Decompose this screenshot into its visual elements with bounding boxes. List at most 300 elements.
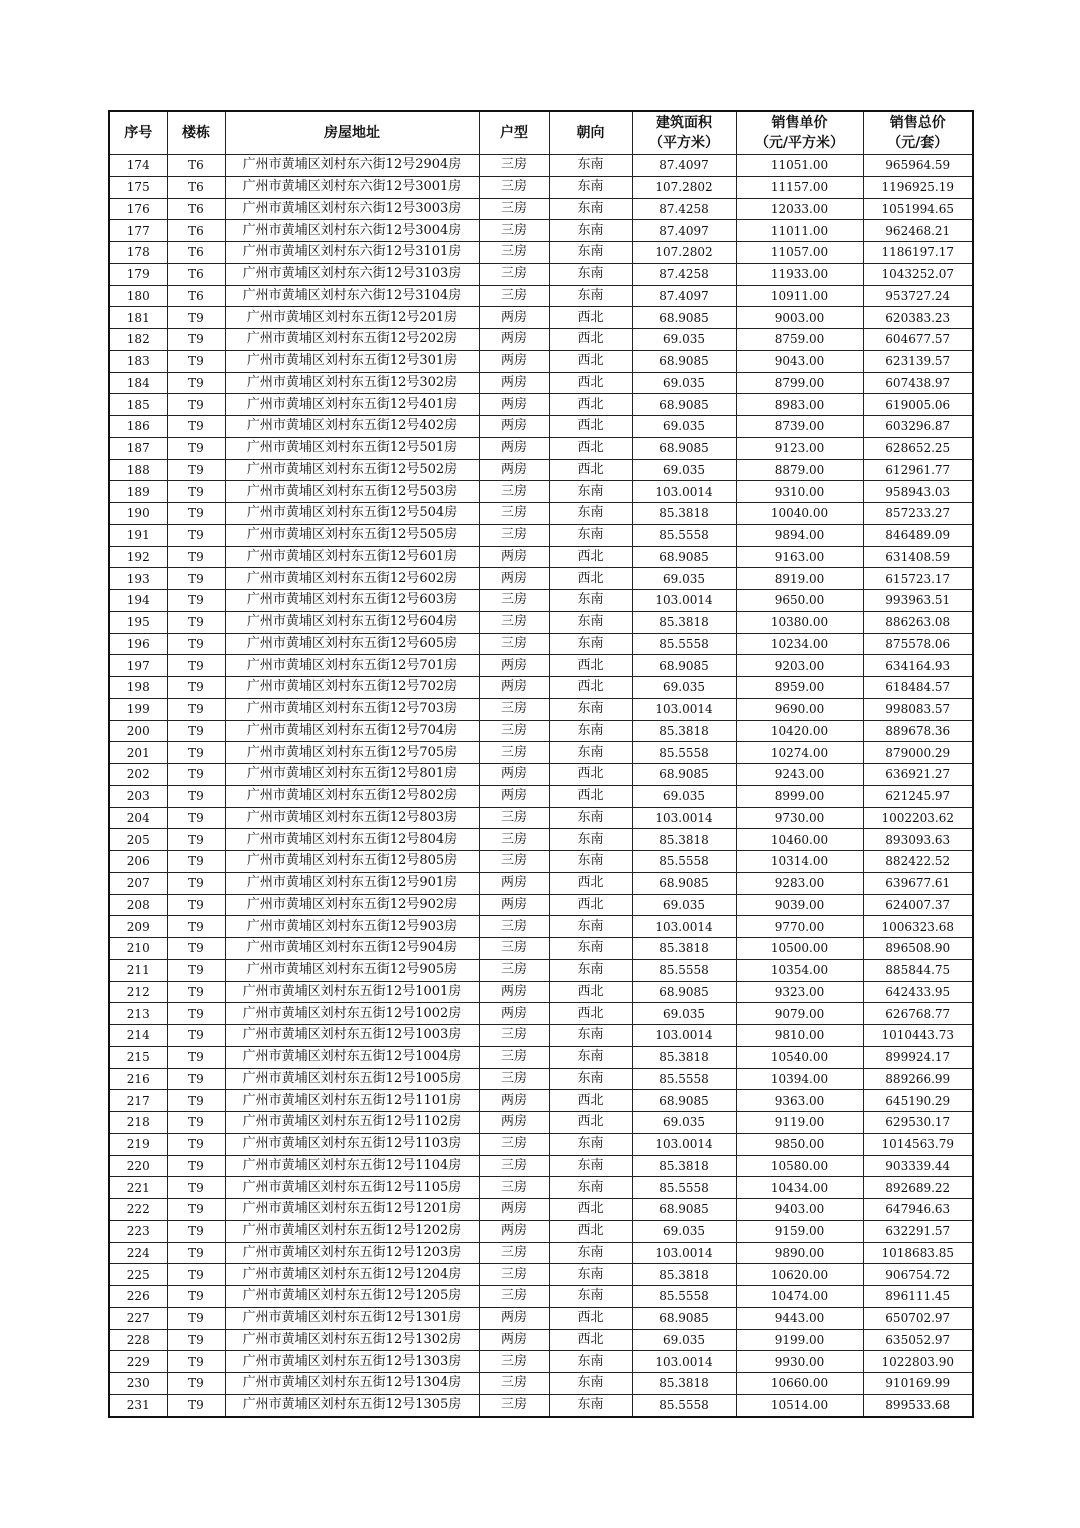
cell-unit-price: 10420.00 (736, 720, 863, 742)
cell-unit-type: 两房 (479, 372, 549, 394)
cell-floor-area: 85.5558 (632, 524, 736, 546)
cell-floor-area: 69.035 (632, 894, 736, 916)
cell-address: 广州市黄埔区刘村东五街12号301房 (225, 350, 479, 372)
cell-floor-area: 85.5558 (632, 1286, 736, 1308)
cell-unit-price: 9890.00 (736, 1242, 863, 1264)
cell-total-price: 899533.68 (863, 1394, 973, 1416)
table-row (109, 1003, 973, 1025)
cell-floor-area: 68.9085 (632, 546, 736, 568)
cell-floor-area: 69.035 (632, 416, 736, 438)
cell-orientation: 西北 (549, 1220, 632, 1242)
cell-floor-area: 103.0014 (632, 916, 736, 938)
table-row (109, 851, 973, 873)
table-row (109, 959, 973, 981)
cell-unit-type: 三房 (479, 1068, 549, 1090)
cell-serial: 214 (109, 1025, 167, 1047)
cell-building: T6 (167, 176, 225, 198)
cell-total-price: 1018683.85 (863, 1242, 973, 1264)
cell-total-price: 1186197.17 (863, 242, 973, 264)
cell-serial: 195 (109, 611, 167, 633)
cell-unit-type: 两房 (479, 459, 549, 481)
table-row (109, 872, 973, 894)
cell-unit-type: 两房 (479, 1199, 549, 1221)
table-row (109, 242, 973, 264)
cell-unit-type: 三房 (479, 1177, 549, 1199)
cell-unit-type: 三房 (479, 1046, 549, 1068)
table-row (109, 1394, 973, 1416)
header-building: 楼栋 (167, 111, 225, 155)
cell-unit-type: 两房 (479, 1329, 549, 1351)
cell-unit-price: 9199.00 (736, 1329, 863, 1351)
cell-unit-type: 两房 (479, 785, 549, 807)
cell-unit-type: 三房 (479, 1351, 549, 1373)
cell-building: T9 (167, 1177, 225, 1199)
cell-total-price: 896111.45 (863, 1286, 973, 1308)
cell-floor-area: 87.4258 (632, 263, 736, 285)
table-row (109, 1307, 973, 1329)
cell-orientation: 东南 (549, 807, 632, 829)
cell-serial: 192 (109, 546, 167, 568)
cell-unit-type: 两房 (479, 329, 549, 351)
table-row (109, 220, 973, 242)
cell-building: T9 (167, 372, 225, 394)
cell-orientation: 西北 (549, 307, 632, 329)
cell-total-price: 1043252.07 (863, 263, 973, 285)
cell-floor-area: 85.3818 (632, 611, 736, 633)
cell-address: 广州市黄埔区刘村东五街12号701房 (225, 655, 479, 677)
cell-total-price: 623139.57 (863, 350, 973, 372)
cell-building: T9 (167, 872, 225, 894)
cell-address: 广州市黄埔区刘村东五街12号502房 (225, 459, 479, 481)
header-unit-type: 户型 (479, 111, 549, 155)
cell-building: T9 (167, 807, 225, 829)
cell-total-price: 965964.59 (863, 155, 973, 177)
cell-building: T9 (167, 524, 225, 546)
cell-orientation: 西北 (549, 894, 632, 916)
table-row (109, 437, 973, 459)
cell-total-price: 993963.51 (863, 590, 973, 612)
cell-total-price: 1022803.90 (863, 1351, 973, 1373)
cell-serial: 188 (109, 459, 167, 481)
cell-total-price: 998083.57 (863, 698, 973, 720)
cell-address: 广州市黄埔区刘村东五街12号1304房 (225, 1373, 479, 1395)
header-address: 房屋地址 (225, 111, 479, 155)
cell-floor-area: 85.3818 (632, 1046, 736, 1068)
table-row (109, 155, 973, 177)
cell-unit-price: 10500.00 (736, 938, 863, 960)
cell-unit-price: 11057.00 (736, 242, 863, 264)
cell-total-price: 642433.95 (863, 981, 973, 1003)
table-row (109, 372, 973, 394)
cell-orientation: 西北 (549, 655, 632, 677)
cell-building: T9 (167, 1307, 225, 1329)
cell-orientation: 东南 (549, 829, 632, 851)
cell-unit-type: 三房 (479, 503, 549, 525)
cell-orientation: 东南 (549, 1264, 632, 1286)
table-row (109, 285, 973, 307)
cell-unit-price: 10580.00 (736, 1155, 863, 1177)
cell-total-price: 910169.99 (863, 1373, 973, 1395)
cell-building: T9 (167, 720, 225, 742)
price-list-sheet (108, 110, 972, 1418)
cell-unit-price: 10354.00 (736, 959, 863, 981)
cell-unit-price: 10380.00 (736, 611, 863, 633)
cell-unit-price: 9930.00 (736, 1351, 863, 1373)
cell-orientation: 西北 (549, 394, 632, 416)
cell-orientation: 东南 (549, 503, 632, 525)
cell-address: 广州市黄埔区刘村东五街12号1101房 (225, 1090, 479, 1112)
header-total-price: 销售总价 （元/套） (863, 111, 973, 155)
cell-total-price: 962468.21 (863, 220, 973, 242)
cell-total-price: 635052.97 (863, 1329, 973, 1351)
cell-serial: 197 (109, 655, 167, 677)
cell-unit-type: 两房 (479, 1112, 549, 1134)
cell-unit-type: 三房 (479, 851, 549, 873)
table-row (109, 1155, 973, 1177)
cell-total-price: 650702.97 (863, 1307, 973, 1329)
table-row (109, 329, 973, 351)
cell-unit-type: 两房 (479, 764, 549, 786)
cell-building: T9 (167, 307, 225, 329)
cell-orientation: 西北 (549, 1199, 632, 1221)
cell-unit-type: 三房 (479, 524, 549, 546)
cell-address: 广州市黄埔区刘村东五街12号1103房 (225, 1133, 479, 1155)
cell-total-price: 882422.52 (863, 851, 973, 873)
cell-orientation: 西北 (549, 1090, 632, 1112)
cell-unit-type: 两房 (479, 307, 549, 329)
cell-address: 广州市黄埔区刘村东五街12号1302房 (225, 1329, 479, 1351)
table-row (109, 785, 973, 807)
table-row (109, 546, 973, 568)
cell-serial: 211 (109, 959, 167, 981)
cell-serial: 204 (109, 807, 167, 829)
cell-building: T9 (167, 829, 225, 851)
cell-orientation: 东南 (549, 155, 632, 177)
cell-address: 广州市黄埔区刘村东五街12号1102房 (225, 1112, 479, 1134)
cell-address: 广州市黄埔区刘村东六街12号3003房 (225, 198, 479, 220)
cell-building: T9 (167, 677, 225, 699)
cell-unit-price: 9039.00 (736, 894, 863, 916)
cell-serial: 221 (109, 1177, 167, 1199)
cell-orientation: 东南 (549, 1351, 632, 1373)
cell-floor-area: 85.5558 (632, 742, 736, 764)
table-row (109, 568, 973, 590)
table-row (109, 1025, 973, 1047)
cell-building: T6 (167, 263, 225, 285)
cell-building: T9 (167, 481, 225, 503)
table-row (109, 829, 973, 851)
cell-floor-area: 103.0014 (632, 698, 736, 720)
cell-building: T9 (167, 655, 225, 677)
cell-floor-area: 103.0014 (632, 1242, 736, 1264)
cell-unit-type: 三房 (479, 176, 549, 198)
cell-unit-type: 三房 (479, 698, 549, 720)
cell-unit-type: 两房 (479, 394, 549, 416)
cell-serial: 194 (109, 590, 167, 612)
cell-building: T9 (167, 1199, 225, 1221)
cell-serial: 180 (109, 285, 167, 307)
cell-address: 广州市黄埔区刘村东五街12号503房 (225, 481, 479, 503)
cell-total-price: 879000.29 (863, 742, 973, 764)
cell-orientation: 东南 (549, 220, 632, 242)
cell-address: 广州市黄埔区刘村东六街12号3004房 (225, 220, 479, 242)
cell-building: T9 (167, 1068, 225, 1090)
cell-address: 广州市黄埔区刘村东五街12号803房 (225, 807, 479, 829)
cell-address: 广州市黄埔区刘村东五街12号1003房 (225, 1025, 479, 1047)
cell-serial: 222 (109, 1199, 167, 1221)
cell-floor-area: 107.2802 (632, 176, 736, 198)
cell-address: 广州市黄埔区刘村东五街12号202房 (225, 329, 479, 351)
cell-total-price: 645190.29 (863, 1090, 973, 1112)
cell-floor-area: 103.0014 (632, 807, 736, 829)
cell-serial: 182 (109, 329, 167, 351)
cell-serial: 202 (109, 764, 167, 786)
cell-total-price: 631408.59 (863, 546, 973, 568)
cell-orientation: 东南 (549, 242, 632, 264)
cell-unit-type: 两房 (479, 677, 549, 699)
cell-unit-price: 8879.00 (736, 459, 863, 481)
cell-address: 广州市黄埔区刘村东五街12号705房 (225, 742, 479, 764)
cell-unit-price: 9770.00 (736, 916, 863, 938)
cell-unit-price: 12033.00 (736, 198, 863, 220)
table-row (109, 263, 973, 285)
cell-unit-type: 三房 (479, 1025, 549, 1047)
cell-building: T9 (167, 916, 225, 938)
cell-floor-area: 68.9085 (632, 1307, 736, 1329)
table-row (109, 1068, 973, 1090)
cell-building: T9 (167, 1394, 225, 1416)
table-row (109, 307, 973, 329)
cell-serial: 227 (109, 1307, 167, 1329)
cell-floor-area: 85.3818 (632, 720, 736, 742)
cell-orientation: 西北 (549, 329, 632, 351)
cell-building: T9 (167, 1351, 225, 1373)
cell-total-price: 647946.63 (863, 1199, 973, 1221)
cell-serial: 191 (109, 524, 167, 546)
cell-orientation: 东南 (549, 1133, 632, 1155)
cell-address: 广州市黄埔区刘村东五街12号201房 (225, 307, 479, 329)
cell-floor-area: 103.0014 (632, 481, 736, 503)
cell-unit-price: 8999.00 (736, 785, 863, 807)
cell-orientation: 东南 (549, 851, 632, 873)
cell-total-price: 846489.09 (863, 524, 973, 546)
cell-orientation: 西北 (549, 677, 632, 699)
cell-floor-area: 85.3818 (632, 1155, 736, 1177)
cell-orientation: 东南 (549, 1025, 632, 1047)
cell-serial: 203 (109, 785, 167, 807)
cell-address: 广州市黄埔区刘村东五街12号505房 (225, 524, 479, 546)
cell-total-price: 612961.77 (863, 459, 973, 481)
cell-address: 广州市黄埔区刘村东六街12号2904房 (225, 155, 479, 177)
cell-orientation: 东南 (549, 198, 632, 220)
table-row (109, 1286, 973, 1308)
cell-orientation: 东南 (549, 742, 632, 764)
cell-orientation: 西北 (549, 1112, 632, 1134)
cell-unit-type: 三房 (479, 590, 549, 612)
cell-unit-type: 两房 (479, 1307, 549, 1329)
cell-serial: 196 (109, 633, 167, 655)
cell-orientation: 东南 (549, 938, 632, 960)
cell-floor-area: 85.5558 (632, 1177, 736, 1199)
table-row (109, 416, 973, 438)
cell-unit-type: 三房 (479, 1373, 549, 1395)
cell-unit-type: 两房 (479, 872, 549, 894)
cell-unit-price: 9323.00 (736, 981, 863, 1003)
cell-unit-type: 三房 (479, 198, 549, 220)
cell-building: T9 (167, 1025, 225, 1047)
cell-serial: 212 (109, 981, 167, 1003)
table-row (109, 764, 973, 786)
cell-orientation: 东南 (549, 263, 632, 285)
cell-unit-type: 两房 (479, 981, 549, 1003)
cell-floor-area: 103.0014 (632, 1133, 736, 1155)
cell-orientation: 西北 (549, 981, 632, 1003)
cell-unit-type: 三房 (479, 633, 549, 655)
cell-building: T9 (167, 546, 225, 568)
cell-floor-area: 85.5558 (632, 1394, 736, 1416)
cell-total-price: 621245.97 (863, 785, 973, 807)
cell-unit-price: 9119.00 (736, 1112, 863, 1134)
cell-building: T6 (167, 285, 225, 307)
cell-unit-type: 两房 (479, 350, 549, 372)
cell-serial: 231 (109, 1394, 167, 1416)
cell-total-price: 604677.57 (863, 329, 973, 351)
cell-building: T9 (167, 764, 225, 786)
cell-unit-type: 三房 (479, 829, 549, 851)
cell-total-price: 1051994.65 (863, 198, 973, 220)
cell-address: 广州市黄埔区刘村东五街12号901房 (225, 872, 479, 894)
cell-floor-area: 68.9085 (632, 394, 736, 416)
cell-unit-price: 10274.00 (736, 742, 863, 764)
cell-unit-price: 9123.00 (736, 437, 863, 459)
cell-building: T9 (167, 785, 225, 807)
cell-building: T9 (167, 611, 225, 633)
table-body (109, 155, 973, 1417)
cell-address: 广州市黄埔区刘村东五街12号904房 (225, 938, 479, 960)
cell-unit-type: 两房 (479, 1220, 549, 1242)
cell-floor-area: 68.9085 (632, 655, 736, 677)
cell-orientation: 东南 (549, 698, 632, 720)
cell-serial: 220 (109, 1155, 167, 1177)
cell-address: 广州市黄埔区刘村东五街12号905房 (225, 959, 479, 981)
cell-building: T9 (167, 394, 225, 416)
cell-orientation: 西北 (549, 350, 632, 372)
cell-floor-area: 69.035 (632, 785, 736, 807)
cell-address: 广州市黄埔区刘村东五街12号802房 (225, 785, 479, 807)
cell-building: T9 (167, 1286, 225, 1308)
header-orientation: 朝向 (549, 111, 632, 155)
table-row (109, 1133, 973, 1155)
cell-unit-price: 9203.00 (736, 655, 863, 677)
cell-serial: 213 (109, 1003, 167, 1025)
table-row (109, 611, 973, 633)
cell-unit-price: 9043.00 (736, 350, 863, 372)
cell-total-price: 624007.37 (863, 894, 973, 916)
cell-building: T6 (167, 155, 225, 177)
cell-address: 广州市黄埔区刘村东五街12号504房 (225, 503, 479, 525)
cell-unit-type: 三房 (479, 1133, 549, 1155)
header-serial: 序号 (109, 111, 167, 155)
cell-serial: 200 (109, 720, 167, 742)
table-row (109, 198, 973, 220)
cell-serial: 216 (109, 1068, 167, 1090)
cell-orientation: 西北 (549, 1329, 632, 1351)
cell-unit-price: 8799.00 (736, 372, 863, 394)
table-row (109, 1351, 973, 1373)
cell-orientation: 东南 (549, 524, 632, 546)
cell-building: T6 (167, 220, 225, 242)
cell-building: T9 (167, 894, 225, 916)
cell-total-price: 1014563.79 (863, 1133, 973, 1155)
table-row (109, 1242, 973, 1264)
cell-unit-price: 9159.00 (736, 1220, 863, 1242)
cell-orientation: 东南 (549, 1155, 632, 1177)
cell-address: 广州市黄埔区刘村东五街12号1303房 (225, 1351, 479, 1373)
cell-building: T9 (167, 851, 225, 873)
cell-unit-type: 三房 (479, 242, 549, 264)
cell-unit-price: 10234.00 (736, 633, 863, 655)
cell-floor-area: 85.3818 (632, 938, 736, 960)
cell-total-price: 889266.99 (863, 1068, 973, 1090)
cell-total-price: 620383.23 (863, 307, 973, 329)
cell-total-price: 629530.17 (863, 1112, 973, 1134)
cell-building: T9 (167, 1242, 225, 1264)
table-row (109, 1199, 973, 1221)
cell-floor-area: 68.9085 (632, 1090, 736, 1112)
cell-address: 广州市黄埔区刘村东五街12号1104房 (225, 1155, 479, 1177)
cell-serial: 208 (109, 894, 167, 916)
table-row (109, 916, 973, 938)
table-row (109, 524, 973, 546)
table-row (109, 481, 973, 503)
cell-unit-price: 9003.00 (736, 307, 863, 329)
table-row (109, 1177, 973, 1199)
cell-unit-price: 11157.00 (736, 176, 863, 198)
cell-total-price: 896508.90 (863, 938, 973, 960)
cell-address: 广州市黄埔区刘村东五街12号804房 (225, 829, 479, 851)
cell-serial: 217 (109, 1090, 167, 1112)
cell-orientation: 东南 (549, 1286, 632, 1308)
table-row (109, 894, 973, 916)
cell-unit-type: 三房 (479, 742, 549, 764)
cell-orientation: 西北 (549, 437, 632, 459)
table-row (109, 1329, 973, 1351)
cell-floor-area: 68.9085 (632, 307, 736, 329)
cell-serial: 186 (109, 416, 167, 438)
cell-orientation: 东南 (549, 1068, 632, 1090)
cell-serial: 228 (109, 1329, 167, 1351)
cell-total-price: 1002203.62 (863, 807, 973, 829)
cell-address: 广州市黄埔区刘村东五街12号1201房 (225, 1199, 479, 1221)
cell-floor-area: 69.035 (632, 1220, 736, 1242)
cell-building: T9 (167, 437, 225, 459)
cell-serial: 218 (109, 1112, 167, 1134)
cell-serial: 175 (109, 176, 167, 198)
table-row (109, 981, 973, 1003)
cell-serial: 230 (109, 1373, 167, 1395)
cell-address: 广州市黄埔区刘村东五街12号401房 (225, 394, 479, 416)
cell-floor-area: 87.4097 (632, 155, 736, 177)
table-row (109, 503, 973, 525)
cell-total-price: 603296.87 (863, 416, 973, 438)
cell-floor-area: 103.0014 (632, 1351, 736, 1373)
cell-building: T9 (167, 959, 225, 981)
cell-address: 广州市黄埔区刘村东六街12号3001房 (225, 176, 479, 198)
cell-unit-type: 两房 (479, 546, 549, 568)
cell-floor-area: 68.9085 (632, 350, 736, 372)
table-row (109, 1090, 973, 1112)
cell-building: T9 (167, 1220, 225, 1242)
